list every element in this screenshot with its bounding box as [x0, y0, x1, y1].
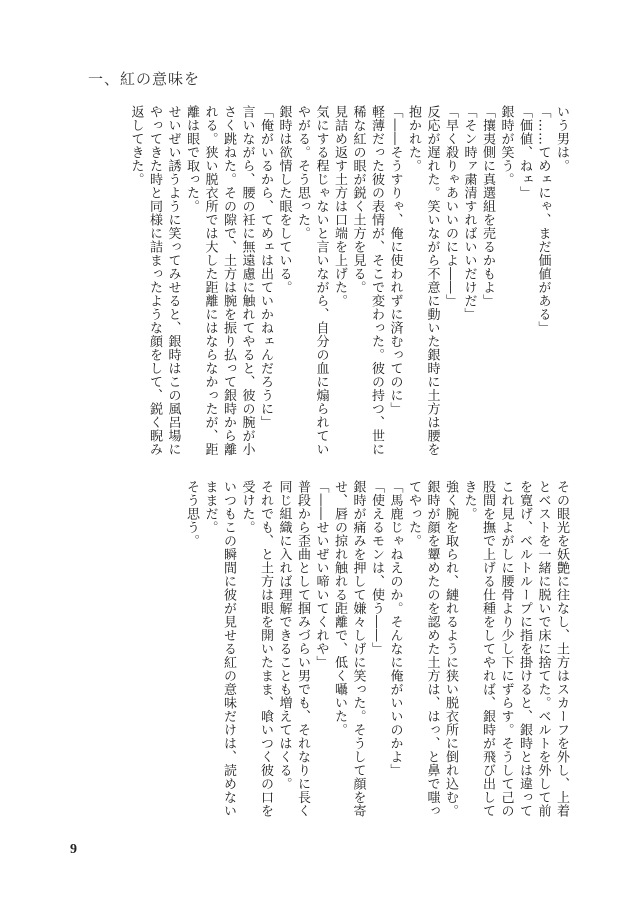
page-number: 9: [70, 842, 77, 857]
text-column-top: [108, 105, 570, 457]
text-column-bottom: [184, 480, 570, 830]
body-text-top: いう男は。 「……てめェにゃ、まだ価値がある」 「価値、ねェ」 銀時が笑う。 「攘夷側に真選組を売るかもよ」 「そン時ァ粛清すればいいだけだ」 「早く殺りゃあいいのによ――」 反応が遅れた。笑いながら不意に動いた銀時に土方は腰を抱かれた。 「――そうすりゃ、俺に使われずに済むってのに」 軽薄だった彼の表情が、そこで変わった。彼の持つ、世に稀な紅の眼が鋭く土方を見る。 見詰め返す土方は口端を上げた。 気にする程じゃないと言いながら、自分の血に煽られていやがる。そう思った。 銀時は欲情した眼をしている。 「俺がいるから、てめェは出ていかねェんだろうに」 言いながら、腰の衽に無遠慮に触れてやると、彼の腕が小さく跳ねた。その隙で、土方は腕を振り払って銀時から離れる。狭い脱衣所では大した距離にはならなかったが、距離は眼で取った。 せいぜい誘うように笑ってみせると、銀時はこの風呂場にやってきた時と同様に詰まったような顔をして、鋭く睨み返してきた。: [128, 105, 569, 456]
body-text-bottom: その眼光を妖艶に往なし、土方はスカーフを外し、上着とベストを一緒に脱いで床に捨てた。ベルトを外して前を寛げ、ベルトループに指を掛けると、銀時とは違ってこれ見よがしに腰骨より少し下にずらす。そうして己の股間を撫で上げる仕種をしてやれば、銀時が飛び出してきた。 強く腕を取られ、縺れるように狭い脱衣所に倒れ込む。銀時が顔を顰めたのを認めた土方は、はっ、と鼻で嗤ってやった。 「馬鹿じゃねえのか。そんなに俺がいいのかよ」 「使えるモンは、使う――」 銀時が痛みを押して嫌々しげに笑った。そうして顔を寄せ、唇の掠れ触れる距離で、低く囁いた。 「――せいぜい啼いてくれや」 普段から歪曲として掴みづらい男でも、それなりに長く同じ組織に入れば理解できることも増えてはくる。 それでも、と土方は眼を開いたまま、喰いつく彼の口を受けた。 いつもこの瞬間に彼が見せる紅の意味だけは、読めないままだ。 そう思う。: [184, 480, 569, 818]
chapter-title: 一、紅の意味を: [88, 70, 201, 88]
